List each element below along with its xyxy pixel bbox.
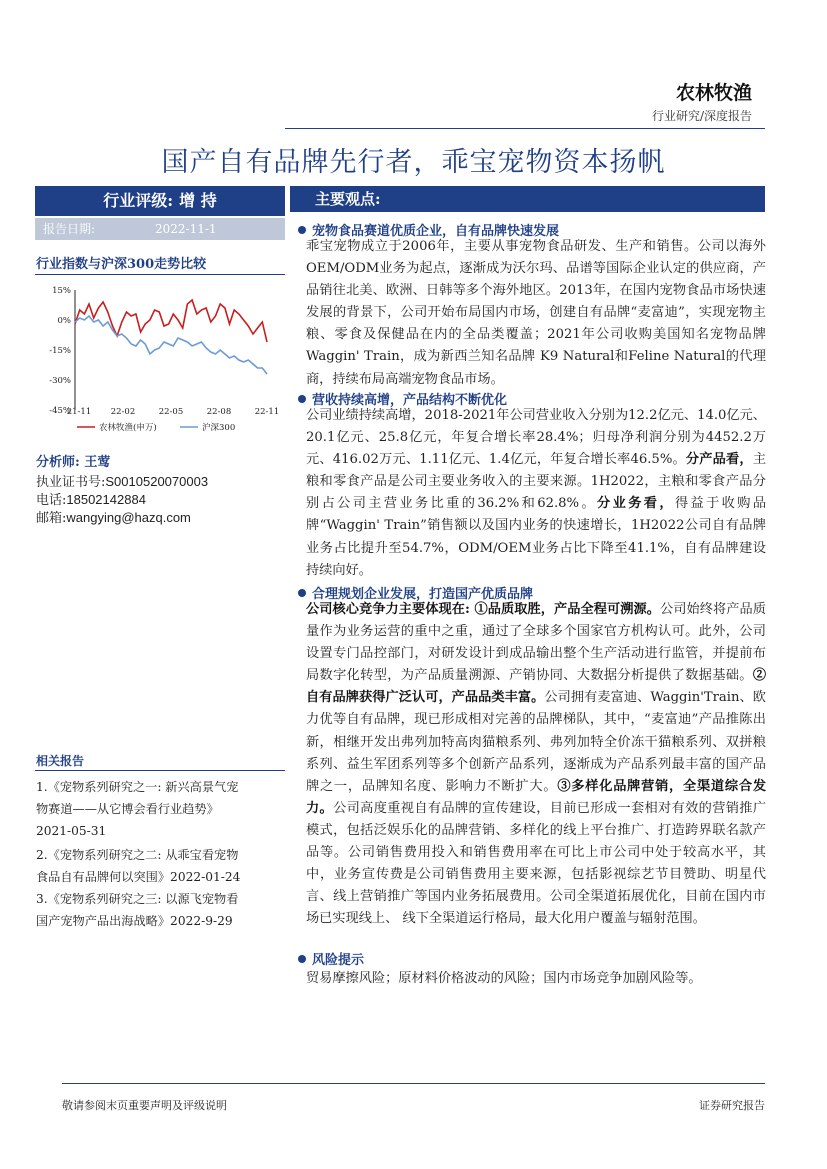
related-report-1-line2: 物赛道——从它博会看行业趋势》: [36, 802, 219, 816]
report-date-row: [35, 218, 285, 240]
x-tick-label: 22-08: [206, 407, 232, 417]
bullet-icon: [298, 589, 306, 597]
related-report-2-line1: 2.《宠物系列研究之二: 从乖宝看宠物: [36, 848, 239, 862]
section-2-text-c: 得益于收购品牌“Waggin' Train”销售额以及国内业务的快速增长，1H2022公司自有品牌业务占比提升至54.7%，ODM/OEM业务占比下降至41.1%，自有品牌建设持续向好。: [306, 496, 767, 578]
chart-title: 行业指数与沪深300走势比较: [36, 257, 207, 272]
y-tick-label: -45%: [49, 406, 71, 416]
footer-label: 证券研究报告: [699, 1099, 765, 1112]
analyst-phone: [36, 489, 146, 508]
section-2-text-b: 主粮和零食产品是公司主要业务收入的主要来源。1H2022，主粮和零食产品分别占公司主营业务比重的36.2%和62.8%。: [306, 452, 766, 512]
x-tick-label: 21-11: [66, 407, 92, 417]
chart-title-rule: [35, 274, 285, 275]
section-3-bold-1: 公司核心竞争力主要体现在: ①品质取胜，产品全程可溯源。: [306, 602, 661, 617]
analyst-cert: [36, 471, 208, 490]
key-views-heading: [290, 186, 765, 212]
analyst-email: [36, 507, 191, 526]
related-report-1-line3: 2021-05-31: [36, 824, 107, 838]
series-line-sector: [75, 300, 267, 342]
bullet-icon: [298, 955, 306, 963]
related-report-2-line2: 食品自有品牌何以突围》2022-01-24: [36, 870, 241, 884]
y-axis-ticks: [49, 286, 71, 416]
y-tick-label: 0%: [57, 316, 71, 326]
related-report-3-line1: 3.《宠物系列研究之三: 以源飞宠物看: [36, 892, 239, 906]
section-3-text: [306, 599, 766, 930]
bullet-icon: [298, 395, 306, 403]
y-tick-label: -30%: [49, 376, 71, 386]
footer-disclaimer: 敬请参阅末页重要声明及评级说明: [62, 1099, 227, 1112]
key-views-heading-text: 主要观点:: [315, 190, 381, 208]
section-1-title-text: 宠物食品赛道优质企业，自有品牌快速发展: [312, 224, 560, 239]
email-value[interactable]: wangying@hazq.com: [66, 510, 191, 525]
section-2-text: [306, 405, 766, 582]
sector-name: 农林牧渔: [675, 82, 752, 104]
related-report-3-line2: 国产宠物产品出海战略》2022-9-29: [36, 914, 233, 928]
section-4-text: 贸易摩擦风险；原材料价格波动的风险；国内市场竞争加剧风险等。: [306, 971, 702, 986]
phone-label: 电话:: [36, 493, 67, 508]
rating-value: 增 持: [179, 191, 217, 210]
report-type: 行业研究/深度报告: [651, 109, 752, 123]
section-1-text: 乖宝宠物成立于2006年，主要从事宠物食品研发、生产和销售。公司以海外OEM/ODM业务为起点，逐渐成为沃尔玛、品谱等国际企业认定的供应商，产品销往北美、欧洲、日韩等多个海外地区。2013年，在国内宠物食品市场快速发展的背景下，公司开始布局国内市场，创建自有品牌“麦富迪”，实现宠物主粮、零食及保健品在内的全品类覆盖；2021年公司收购美国知名宠物品牌 Waggin' Train，成为新西兰知名品牌 K9 Natural和Feline Natural的代理商，持续布局高端宠物食品市场。: [306, 239, 766, 387]
x-tick-label: 22-05: [158, 407, 184, 417]
section-4-title: [298, 949, 364, 968]
section-4-title-text: 风险提示: [312, 953, 365, 968]
x-tick-label: 22-11: [254, 407, 280, 417]
legend-label-sector: 农林牧渔(申万): [99, 423, 157, 433]
report-date-label: 报告日期:: [43, 222, 96, 236]
related-reports-title: 相关报告: [36, 754, 85, 768]
page-title: 国产自有品牌先行者，乖宝宠物资本扬帆: [161, 147, 666, 178]
cert-label: 执业证书号:: [36, 475, 106, 490]
section-3-bold-2: ②自有品牌获得广泛认可，产品品类丰富。: [306, 668, 766, 706]
header-divider: [285, 128, 765, 129]
index-comparison-chart: [35, 280, 285, 440]
rating-label: 行业评级:: [103, 191, 174, 210]
section-3-text-b: 公司拥有麦富迪、Waggin'Train、欧力优等自有品牌，现已形成相对完善的品牌梯队，其中，“麦富迪”产品推陈出新，相继开发出弗列加特高肉猫粮系列、弗列加特全价冻干猫粮系列、双拼粮系列、益生军团系列等多个创新产品系列，逐渐成为产品系列最丰富的国产品牌之一，品牌知名度、影响力不断扩大。: [306, 690, 766, 794]
y-tick-label: -15%: [49, 346, 71, 356]
section-3-text-a: 公司始终将产品质量作为业务运营的重中之重，通过了全球多个国家官方机构认可。此外，公司设置专门品控部门，对研发设计到成品输出整个生产活动进行监管，并提前布局数字化转型，为产品质量溯源、产销协同、大数据分析提供了数据基础。: [306, 602, 766, 684]
report-date-value: 2022-11-1: [155, 222, 217, 236]
section-3-bold-3: ③多样化品牌营销，全渠道综合发力。: [306, 778, 767, 816]
series-line-hs300: [75, 316, 267, 374]
section-2-bold-2: 分业务看，: [597, 496, 675, 512]
chart-legend: [77, 422, 235, 433]
legend-label-hs300: 沪深300: [202, 423, 236, 433]
y-tick-label: 15%: [52, 286, 71, 296]
x-axis-ticks: [67, 407, 280, 417]
related-report-1-line1: 1.《宠物系列研究之一: 新兴高景气宠: [36, 780, 239, 794]
x-tick-label: 22-02: [110, 407, 136, 417]
cert-value: S0010520070003: [105, 474, 209, 489]
section-2-bold-1: 分产品看，: [685, 452, 753, 468]
rating-box: [35, 186, 285, 216]
bullet-icon: [298, 226, 306, 234]
email-label: 邮箱:: [36, 511, 67, 526]
related-report-3[interactable]: [36, 888, 276, 932]
related-report-1[interactable]: [36, 776, 276, 842]
section-2-text-a: 公司业绩持续高增，2018-2021年公司营业收入分别为12.2亿元、14.0亿元、20.1亿元、25.8亿元，年复合增长率28.4%；归母净利润分别为4452.2万元、416.02万元、1.11亿元、1.4亿元，年复合增长率46.5%。: [306, 408, 766, 468]
phone-value: 18502142884: [66, 492, 146, 507]
section-2-title-text: 营收持续高增，产品结构不断优化: [312, 393, 508, 408]
related-report-2[interactable]: [36, 844, 276, 888]
analyst-title: 分析师: 王莺: [36, 455, 111, 470]
related-reports-rule: [35, 770, 285, 771]
footer-divider: [62, 1083, 765, 1084]
section-3-text-c: 公司高度重视自有品牌的宣传建设，目前已形成一套相对有效的营销推广模式，包括泛娱乐化的品牌营销、多样化的线上平台推广、打造跨界联名款产品等。公司销售费用投入和销售费用率在可比上市公司中处于较高水平，其中，业务宣传费是公司销售费用主要来源，包括影视综艺节目赞助、明星代言、线上营销推广等国内业务拓展费用。公司全渠道拓展优化，目前在国内市场已实现线上、 线下全渠道运行格局，最大化用户覆盖与辐射范围。: [306, 800, 767, 927]
section-3-title-text: 合理规划企业发展，打造国产优质品牌: [312, 587, 534, 602]
